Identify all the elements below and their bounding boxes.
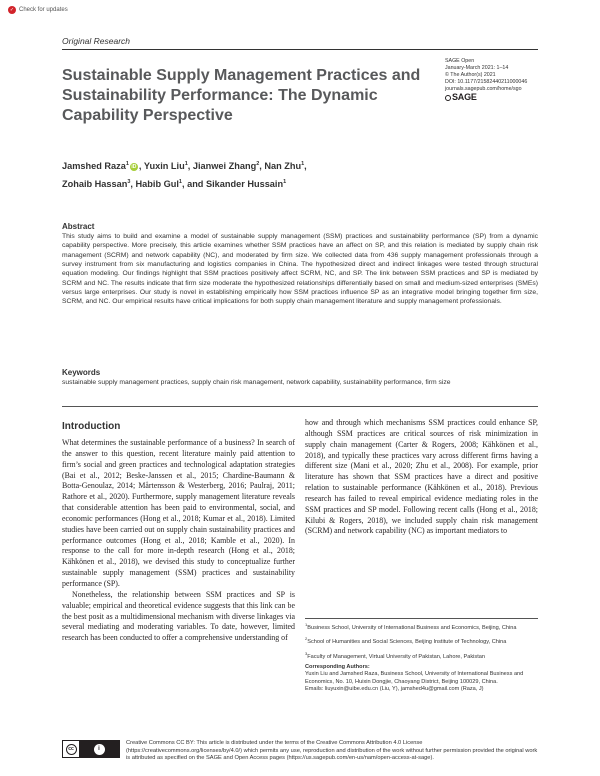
author-name[interactable]: Yuxin Liu bbox=[143, 161, 185, 172]
author-name[interactable]: Nan Zhu bbox=[264, 161, 302, 172]
keywords-heading: Keywords bbox=[62, 368, 101, 377]
article-title: Sustainable Supply Management Practices and Sustainability Performance: The Dynamic Capability Perspective bbox=[62, 67, 421, 124]
journal-info-line: © The Author(s) 2021 bbox=[445, 72, 496, 78]
corresponding-authors-address: Yuxin Liu and Jamshed Raza, Business School, University of International Business and Economics, No. 10, Huixin Dongjie, Chaoyang District, Beijing 100029, China. bbox=[305, 671, 524, 685]
paragraph: how and through which mechanisms SSM practices could enhance SP, although SSM practices are critical sources of risk minimization in supply chain management (Carter & Rogers, 2008; Kähkönen et al., 2018), and typically these practices vary across different firms having a different size (Mani et al., 2020; Zhu et al., 2008). For example, prior literature has shown that SSM practices have a direct and positive relation to sustainable performance (Kähkönen et al., 2018). Previous research has failed to reveal empirical evidence mediating roles in the SSM practices and SP model. Following recent calls (Hong et al., 2018; Kilubi & Rogers, 2018), we included supply chain risk management (SCRM) and network capability (NC) as important mediators to bbox=[305, 418, 538, 536]
orcid-icon[interactable]: iD bbox=[131, 164, 137, 171]
journal-info bbox=[445, 58, 545, 101]
author-separator: , bbox=[259, 161, 265, 172]
abstract-body: This study aims to build and examine a model of sustainable supply management (SSM) practices and sustainability performance (SP) from a dynamic capability perspective. More precisely, this article examines whether SSM practices have an affect on SP, and this relation is mediated by supply chain risk management (SCRM) and network capability (NC), and moderated by firm size. We collected data from 436 supply management professionals through a survey instrument from six manufacturing and logistics companies in China. The hypothesized direct and indirect linkages were tested through structural equation modeling. Our findings highlight that SSM practices positively affect SCRM, NC, and SP. The link between SSM practices and SP is mediated by SCRM and NC. The results indicate that firm size moderate the hypothesized relationships differentially based on small and medium-sized enterprises (SMEs) versus large enterprises. Our study is novel in establishing empirically how SSM practices influence SP as an integrative model bringing together firm size, SCRM, and NC. Our empirical results have critical implications for both supply chain management literature and supply management professionals. bbox=[62, 233, 538, 306]
author-list bbox=[62, 156, 462, 192]
journal-url-link[interactable]: journals.sagepub.com/home/sgo bbox=[445, 86, 522, 92]
license-text: Creative Commons CC BY: This article is distributed under the terms of the Creative Commons Attribution 4.0 License (https://creativecommons.org/licenses/by/4.0/) which permits any use, reproduction and distribution of the work without further permission provided the original work is attributed as specified on the SAGE and Open Access pages (https://us.sagepub.com/en-us/nam/open-access-at-sage). bbox=[126, 740, 538, 762]
introduction-column-right bbox=[305, 418, 538, 537]
author-separator: , bbox=[304, 161, 307, 172]
paragraph: Nonetheless, the relationship between SSM practices and SP is valuable; empirical and theoretical evidence suggests that this link can be the best posit as a multidimensional mechanism with diverse linkages via several mediating and moderating variables. To date, however, limited research has been conducted to offer a comprehensive understanding of bbox=[62, 589, 295, 643]
author-name[interactable]: Jamshed Raza bbox=[62, 161, 126, 172]
affiliations-footnote bbox=[305, 621, 538, 693]
abstract-heading: Abstract bbox=[62, 222, 95, 231]
author-name[interactable]: Habib Gul bbox=[135, 179, 179, 190]
author-affiliation-mark: 1 bbox=[125, 161, 129, 167]
author-separator: , bbox=[138, 161, 144, 172]
check-updates-label: Check for updates bbox=[19, 7, 68, 13]
check-updates-icon: ✓ bbox=[9, 7, 15, 13]
author-affiliation-mark: 1 bbox=[301, 161, 305, 167]
author-affiliation-mark: 1 bbox=[283, 179, 287, 186]
affiliation-item: $^3$Faculty of Management, Virtual University of Pakistan, Lahore, Pakistan bbox=[305, 650, 485, 660]
cc-icon: cc bbox=[66, 744, 77, 755]
author-separator: , bbox=[187, 161, 193, 172]
article-type-label: Original Research bbox=[62, 36, 131, 46]
author-separator: , bbox=[130, 179, 136, 190]
journal-info-line: SAGE Open bbox=[445, 58, 475, 64]
affiliation-item: $^1$Business School, University of International Business and Economics, Beijing, China bbox=[305, 622, 517, 631]
section-divider bbox=[62, 406, 538, 407]
creative-commons-logo[interactable] bbox=[62, 740, 120, 758]
author-name[interactable]: Sikander Hussain bbox=[205, 179, 284, 190]
doi-link[interactable]: DOI: 10.1177/21582440211000046 bbox=[445, 79, 528, 85]
affiliation-item: $^2$School of Humanities and Social Sciences, Beijing Institute of Technology, China bbox=[305, 636, 507, 646]
sage-logo-icon bbox=[445, 95, 451, 101]
check-for-updates-badge[interactable] bbox=[8, 4, 78, 16]
author-separator: , and bbox=[181, 179, 206, 190]
author-affiliation-mark: 1 bbox=[178, 179, 182, 186]
author-affiliation-mark: 1 bbox=[184, 161, 188, 167]
introduction-column-left bbox=[62, 438, 295, 644]
author-affiliation-mark: 2 bbox=[256, 161, 260, 167]
by-attribution-icon: i bbox=[94, 744, 105, 755]
sage-logo bbox=[445, 94, 545, 101]
corresponding-authors-heading: Corresponding Authors: bbox=[305, 663, 370, 670]
author-name[interactable]: Zohaib Hassan bbox=[62, 179, 128, 190]
author-affiliation-mark: 3 bbox=[127, 179, 131, 186]
introduction-heading: Introduction bbox=[62, 421, 121, 432]
footnote-divider bbox=[305, 618, 538, 619]
author-name[interactable]: Jianwei Zhang bbox=[192, 161, 257, 172]
sage-logo-text: SAGE bbox=[452, 92, 477, 102]
corresponding-authors-emails[interactable]: Emails: liuyuxin@uibe.edu.cn (Liu, Y), jamshed4u@gmail.com (Raza, J) bbox=[305, 686, 484, 693]
paragraph: What determines the sustainable performance of a business? In search of the answer to this question, recent literature mainly paid attention to firm’s social and green practices and technological adaptation strategies (Bai et al., 2012; Beske-Janssen et al., 2015; Chardine-Baumann & Botta-Genoulaz, 2014; Mårtensson & Westerberg, 2016; Paulraj, 2011; Rathore et al., 2020). Furthermore, supply management literature reveals that considerable attention has been paid to environmental, social, and economic performances (Hong et al., 2018; Kumar et al., 2018). Limited studies have been carried out on supply chain sustainability practices and performance outcomes (Hong et al., 2018; Kamble et al., 2020). In response to the call for more in-depth research (Hong et al., 2018; Kähkönen et al., 2018), we devised this study to conceptualize further sustainable supply management (SSM) practices and sustainability performance (SP). bbox=[62, 438, 295, 588]
journal-info-line: January-March 2021: 1–14 bbox=[445, 65, 509, 71]
header-divider bbox=[62, 49, 538, 50]
keywords-body: sustainable supply management practices, supply chain risk management, network capability, sustainability performance, firm size bbox=[62, 379, 451, 386]
